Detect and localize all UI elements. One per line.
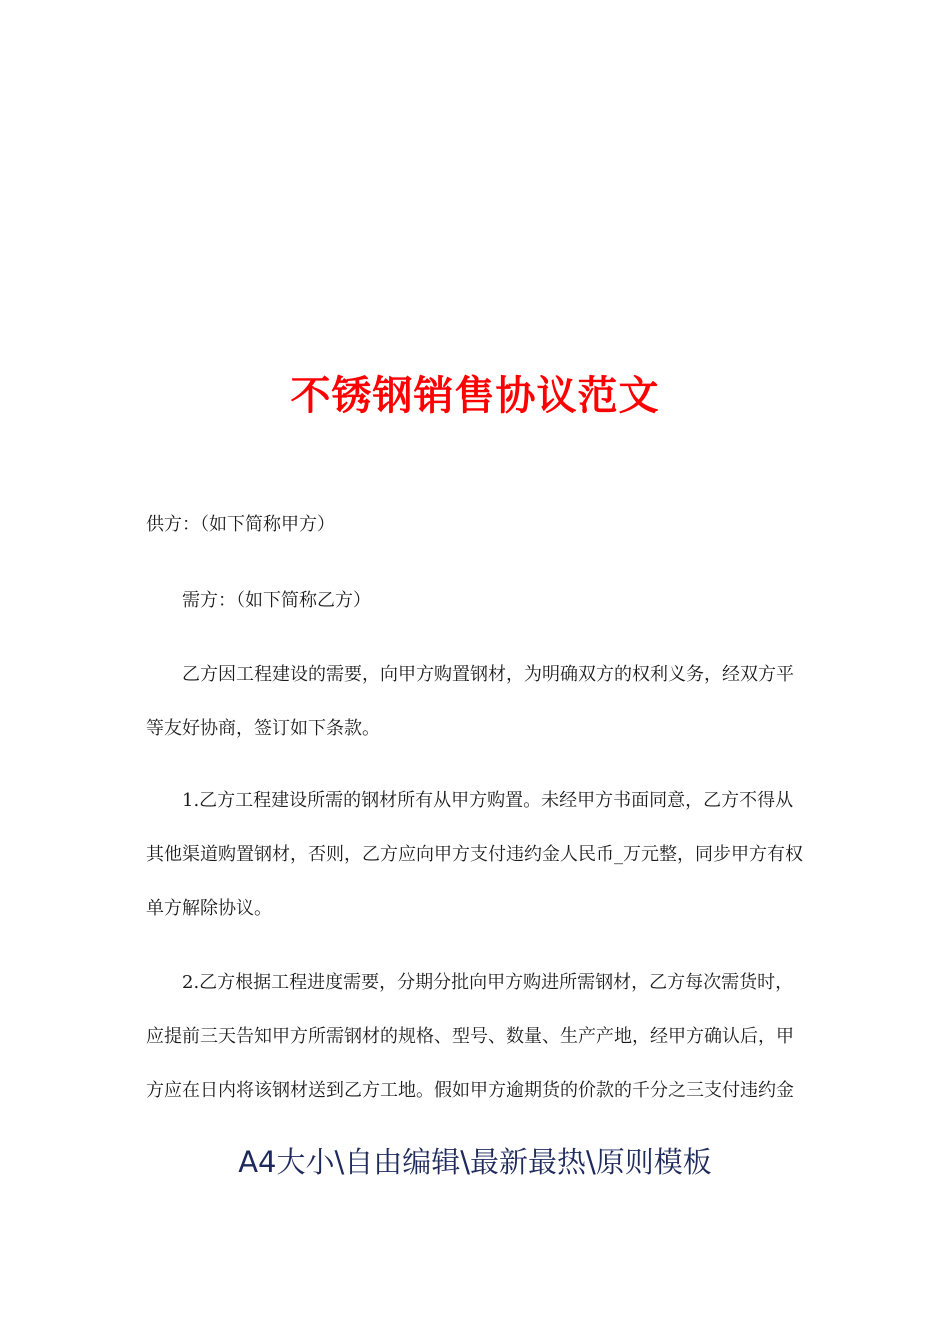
- document-title: 不锈钢销售协议范文: [290, 373, 660, 419]
- clause-1-paragraph: 1.乙方工程建设所需的钢材所有从甲方购置。未经甲方书面同意，乙方不得从其他渠道购置钢材，否则，乙方应向甲方支付违约金人民币_万元整，同步甲方有权单方解除协议。: [146, 790, 803, 919]
- template-footer-banner: A4大小\自由编辑\最新最热\原则模板: [238, 1145, 712, 1179]
- demander-line: 需方：（如下简称乙方）: [182, 590, 371, 611]
- clause-2-paragraph: 2.乙方根据工程进度需要，分期分批向甲方购进所需钢材，乙方每次需货时，应提前三天告知甲方所需钢材的规格、型号、数量、生产产地，经甲方确认后，甲方应在日内将该钢材送到乙方工地。假如甲方逾期货的价款的千分之三支付违约金: [146, 972, 794, 1101]
- supplier-line: 供方：（如下简称甲方）: [146, 514, 335, 535]
- intro-paragraph: 乙方因工程建设的需要，向甲方购置钢材，为明确双方的权利义务，经双方平等友好协商，签订如下条款。: [146, 664, 794, 739]
